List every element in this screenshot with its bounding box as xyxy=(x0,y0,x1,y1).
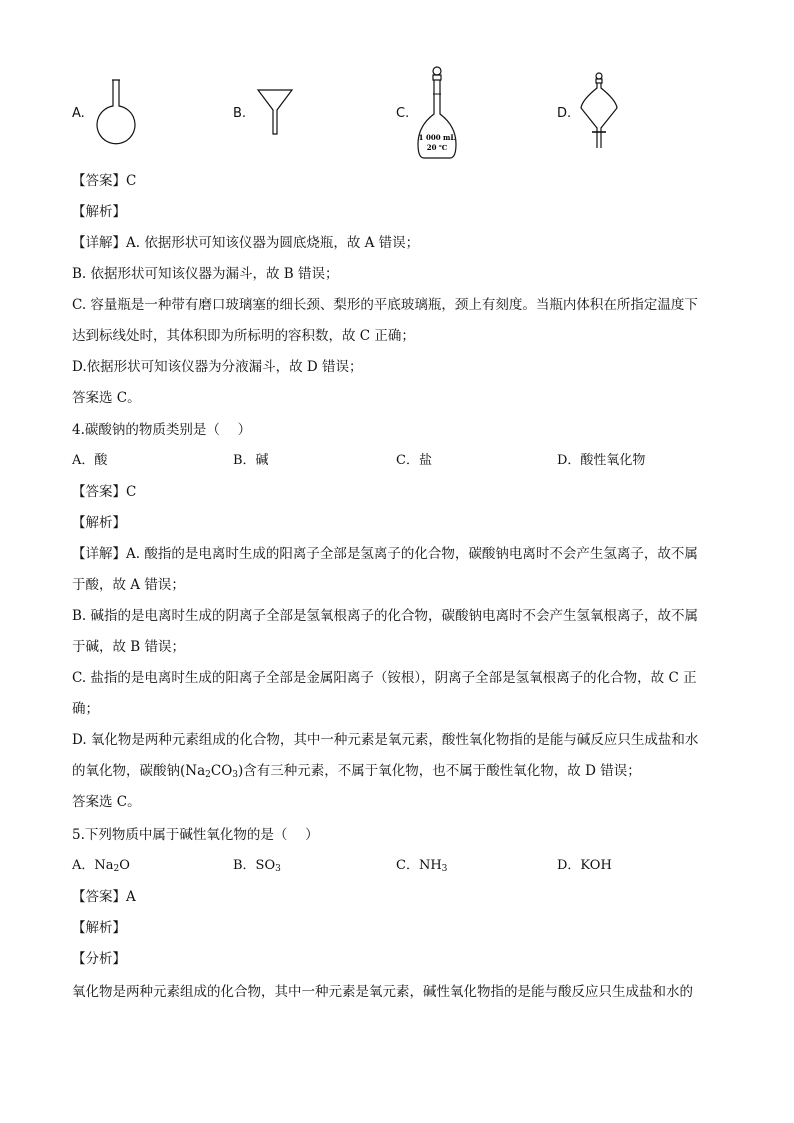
q4-answer: 【答案】C xyxy=(72,484,137,500)
q4-analysis-title: 【解析】 xyxy=(72,515,126,531)
q3-analysis-title: 【解析】 xyxy=(72,204,126,220)
q3-detail-b: B. 依据形状可知该仪器为漏斗，故 B 错误； xyxy=(72,266,339,282)
q5-option-a: A．$Na_2O$ xyxy=(72,858,130,874)
q4-detail-b1: B. 碱指的是电离时生成的阴离子全部是氢氧根离子的化合物，碳酸钠电离时不会产生氢氧根离子，故不属 xyxy=(72,608,699,624)
q5-stem: 5.下列物质中属于碱性氧化物的是（ ） xyxy=(72,827,319,843)
option-b-label: B. xyxy=(233,106,247,121)
q4-option-d: D．酸性氧化物 xyxy=(557,453,646,468)
flask-volume-text: 1 000 mL xyxy=(418,133,456,142)
option-c-label: C. xyxy=(396,106,410,121)
q4-conclusion: 答案选 C。 xyxy=(72,794,141,810)
q5-option-c: C．$NH_3$ xyxy=(396,858,448,874)
option-a-label: A. xyxy=(72,106,85,121)
q4-detail-a1: 【详解】A. 酸指的是电离时生成的阳离子全部是氢离子的化合物，碳酸钠电离时不会产生氢离子，故不属 xyxy=(72,546,698,562)
option-d-label: D. xyxy=(557,106,572,121)
q3-detail-c2: 达到标线处时，其体积即为所标明的容积数，故 C 正确； xyxy=(72,328,415,344)
q4-option-a: A．酸 xyxy=(72,453,108,468)
funnel-image xyxy=(255,86,295,138)
volumetric-flask-image xyxy=(414,64,460,162)
q5-body-line-1: 氧化物是两种元素组成的化合物，其中一种元素是氧元素，碱性氧化物指的是能与酸反应只生成盐和水的 xyxy=(72,984,693,1000)
q5-option-d: D．KOH xyxy=(557,858,612,873)
q3-detail-d: D.依据形状可知该仪器为分液漏斗，故 D 错误； xyxy=(72,359,363,375)
q5-analysis-sub: 【分析】 xyxy=(72,951,126,967)
q5-option-b: B．$SO_3$ xyxy=(233,858,281,874)
q4-detail-d2: 的氧化物，碳酸钠$(Na_2CO_3)$含有三种元素，不属于氧化物，也不属于酸性氧化物，故 D 错误； xyxy=(72,763,641,780)
q3-conclusion: 答案选 C。 xyxy=(72,390,141,406)
q3-answer: 【答案】C xyxy=(72,173,137,189)
q4-detail-c1: C. 盐指的是电离时生成的阳离子全部是金属阳离子（铵根），阴离子全部是氢氧根离子的化合物，故 C 正 xyxy=(72,670,697,686)
q4-option-b: B．碱 xyxy=(233,453,269,468)
q4-option-c: C．盐 xyxy=(396,453,432,468)
q4-stem: 4.碳酸钠的物质类别是（ ） xyxy=(72,422,252,438)
q3-detail-a: 【详解】A. 依据形状可知该仪器为圆底烧瓶，故 A 错误； xyxy=(72,235,420,251)
q4-detail-a2: 于酸，故 A 错误； xyxy=(72,577,185,593)
q3-detail-c1: C. 容量瓶是一种带有磨口玻璃塞的细长颈、梨形的平底玻璃瓶，颈上有刻度。当瓶内体积在所指定温度下 xyxy=(72,297,698,313)
separatory-funnel-image xyxy=(578,70,620,152)
q5-answer: 【答案】A xyxy=(72,889,136,905)
q4-detail-b2: 于碱，故 B 错误； xyxy=(72,639,186,655)
round-bottom-flask-image xyxy=(92,76,140,148)
q4-detail-c2: 确； xyxy=(72,701,99,717)
q4-detail-d1: D. 氧化物是两种元素组成的化合物，其中一种元素是氧元素，酸性氧化物指的是能与碱反应只生成盐和水 xyxy=(72,732,699,748)
flask-temp-text: 20 ℃ xyxy=(426,143,448,152)
q5-analysis-title: 【解析】 xyxy=(72,920,126,936)
